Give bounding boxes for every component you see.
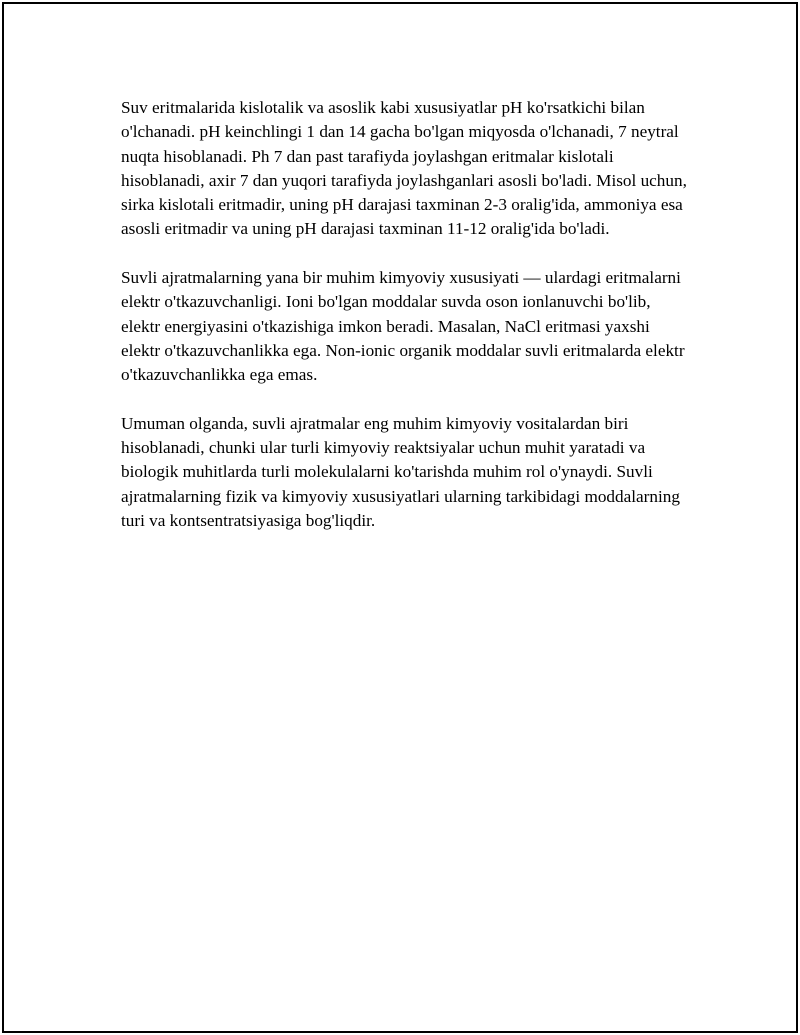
paragraph-ph-acidity: Suv eritmalarida kislotalik va asoslik kabi xususiyatlar pH ko'rsatkichi bilan o'lchanadi. pH keinchlingi 1 dan 14 gacha bo'lgan miqyosda o'lchanadi, 7 neytral nuqta hisoblanadi. Ph 7 dan past tarafiyda joylashgan eritmalar kislotali hisoblanadi, axir 7 dan yuqori tarafiyda joylashganlari asosli bo'ladi. Misol uchun, sirka kislotali eritmadir, uning pH darajasi taxminan 2-3 oralig'ida, ammoniya esa asosli eritmadir va uning pH darajasi taxminan 11-12 oralig'ida bo'ladi. — [121, 98, 687, 239]
document-body — [121, 96, 691, 558]
document-page — [2, 2, 798, 1033]
paragraph-electrical-conductivity: Suvli ajratmalarning yana bir muhim kimyoviy xususiyati — ulardagi eritmalarni elektr o'tkazuvchanligi. Ioni bo'lgan moddalar suvda oson ionlanuvchi bo'lib, elektr energiyasini o'tkazishiga imkon beradi. Masalan, NaCl eritmasi yaxshi elektr o'tkazuvchanlikka ega. Non-ionic organik moddalar suvli eritmalarda elektr o'tkazuvchanlikka ega emas. — [121, 268, 685, 385]
paragraph-conclusion: Umuman olganda, suvli ajratmalar eng muhim kimyoviy vositalardan biri hisoblanadi, chunki ular turli kimyoviy reaktsiyalar uchun muhit yaratadi va biologik muhitlarda turli molekulalarni ko'tarishda muhim rol o'ynaydi. Suvli ajratmalarning fizik va kimyoviy xususiyatlari ularning tarkibidagi moddalarning turi va kontsentratsiyasiga bog'liqdir. — [121, 413, 680, 531]
